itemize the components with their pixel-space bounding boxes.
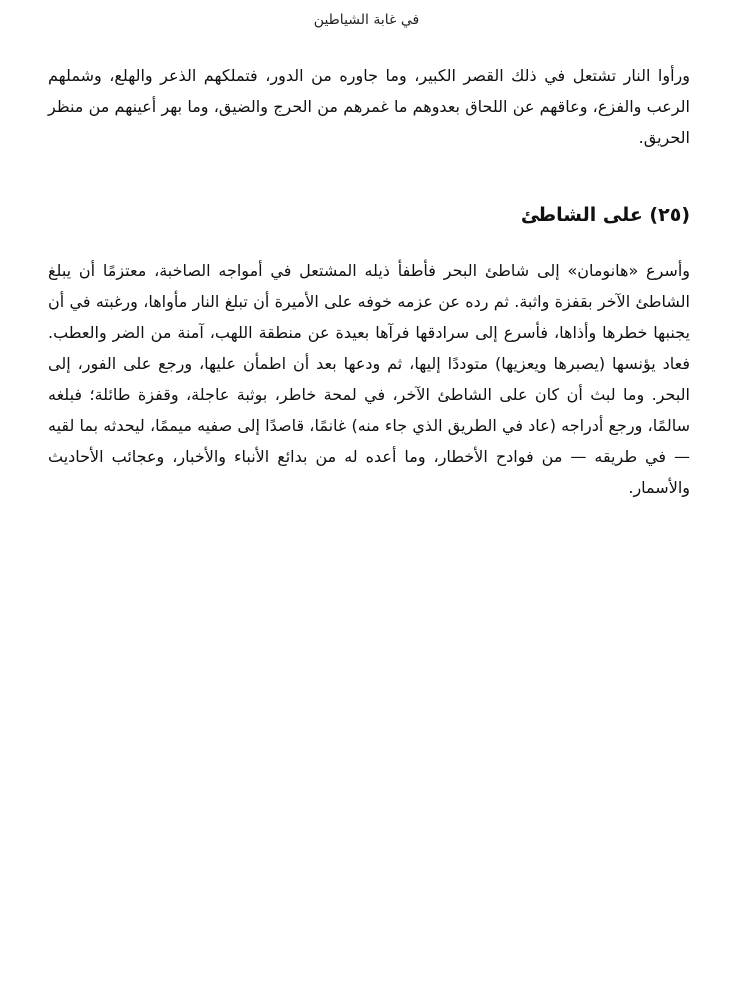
running-header: في غابة الشياطين <box>313 12 420 28</box>
paragraph-2: وأسرع «هانومان» إلى شاطئ البحر فأطفأ ذيله المشتعل في أمواجه الصاخبة، معتزمًا أن يبلغ الشاطئ الآخر بقفزة واثبة. ثم رده عن عزمه خوفه على الأميرة أن تبلغ النار مأواها، ورغبته في أن يجنبها خطرها وأذاها، فأسرع إلى سرادقها فرآها بعيدة عن منطقة اللهب، آمنة من الضر والعطب. فعاد يؤنسها (يصبرها ويعزيها) متوددًا إليها، ثم ودعها بعد أن اطمأن عليها، ورجع على الفور، إلى البحر. وما لبث أن كان على الشاطئ الآخر، في لمحة خاطر، بوثبة عاجلة، وقفزة طائلة؛ فبلغه سالمًا، ورجع أدراجه (عاد في الطريق الذي جاء منه) غانمًا، قاصدًا إلى صفيه ميممًا، ليحدثه بما لقيه — في طريقه — من فوادح الأخطار، وما أعده له من بدائع الأنباء والأخبار، وعجائب الأحاديث والأسمار. <box>48 261 690 497</box>
paragraph-1: ورأوا النار تشتعل في ذلك القصر الكبير، وما جاوره من الدور، فتملكهم الذعر والهلع، وشملهم الرعب والفزع، وعاقهم عن اللحاق بعدوهم ما غمرهم من الحرج والضيق، وما بهر أعينهم من منظر الحريق. <box>48 66 690 147</box>
chapter-heading: (٢٥) على الشاطئ <box>520 204 690 226</box>
